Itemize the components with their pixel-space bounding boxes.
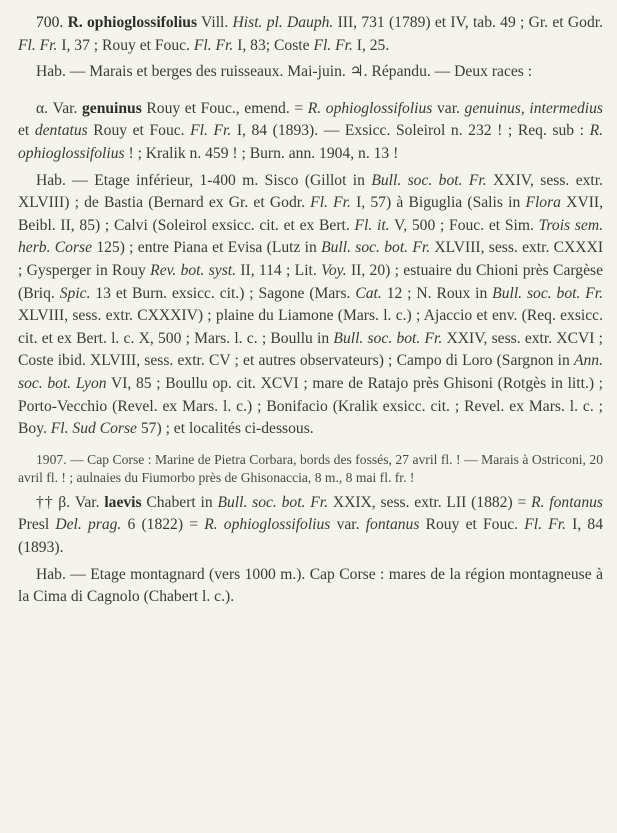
hab-text: 57) ; et localités ci-dessous. — [136, 420, 314, 438]
species-ref-title: Fl. Fr. — [313, 36, 353, 54]
hab-text: V, 500 ; Fouc. et Sim. — [389, 216, 539, 234]
variety-beta — [18, 492, 603, 560]
variety-text: 6 (1822) = — [121, 516, 205, 534]
hab-ref: Ann. soc. bot. Lyon — [18, 352, 603, 392]
variety-text: var. — [330, 516, 366, 534]
note-1907: 1907. — Cap Corse : Marine de Pietra Corbara, bords des fossés, 27 avril fl. ! — Marais à Ostriconi, 20 avril fl. ! ; aulnaies du Fiumorbo près de Ghisonaccia, 8 m., 8 mai fl. fr. ! — [18, 451, 603, 486]
variety-text: I, 84 (1893). — Exsicc. Soleirol n. 232 ! ; Req. sub : — [231, 122, 590, 140]
variety-synonym: R. ophioglossifolius — [307, 99, 433, 117]
species-ref-title: Fl. Fr. — [18, 36, 58, 54]
hab-ref: Rev. bot. syst. — [150, 261, 237, 279]
variety-synonym: R. ophioglossifolius — [204, 516, 331, 534]
hab-ref: Trois sem. herb. Corse — [18, 216, 603, 257]
hab-ref: Voy. — [321, 261, 347, 279]
hab-text: Hab. — Etage inférieur, 1-400 m. Sisco (Gillot in — [36, 171, 372, 189]
hab-text: XLVIII, sess. extr. CXXXI ; Gysperger in Rouy — [18, 239, 604, 279]
variety-text: ! ; Kralik n. 459 ! ; Burn. ann. 1904, n. 13 ! — [124, 144, 399, 162]
variety-synonym: R. fontanus — [531, 493, 604, 511]
hab-text: XLVIII, sess. extr. CXXXIV) ; plaine du Liamone (Mars. l. c.) ; Ajaccio et env. (Req. exsicc. cit. et ex Bert. l. c. X, 500 ; Mars. l. c. ; Boullu in — [18, 307, 603, 347]
hab-ref: Fl. Sud Corse — [50, 420, 137, 438]
hab-text: VI, 85 ; Boullu op. cit. XCVI ; mare de Ratajo près Ghisoni (Rotgès in litt.) ; Porto-Vecchio (Revel. ex Mars. l. c.) ; Bonifacio (Kralik exsicc. cit. ; Revel. ex Mars. l. c. ; Boy. — [18, 374, 604, 438]
habitat-alpha — [18, 170, 603, 441]
variety-label: α. Var. — [36, 99, 82, 117]
hab-ref: Fl. Fr. — [310, 194, 351, 212]
hab-text: 125) ; entre Piana et Evisa (Lutz in — [92, 239, 322, 257]
variety-ref-title: Del. prag. — [55, 516, 122, 534]
species-entry — [18, 12, 603, 57]
variety-text: Rouy et Fouc., emend. = — [141, 99, 308, 117]
hab-text: XVII, Beibl. II, 85) ; Calvi (Soleirol exsicc. cit. et ex Bert. — [18, 194, 603, 234]
variety-synonym: dentatus — [34, 122, 88, 140]
hab-ref: Spic. — [59, 284, 91, 302]
hab-text: XXIV, sess. extr. XLVIII) ; de Bastia (Bernard ex Gr. et Godr. — [18, 171, 603, 212]
variety-alpha — [18, 98, 603, 166]
species-ref-text: III, 731 (1789) et IV, tab. 49 ; Gr. et Godr. — [333, 14, 603, 31]
species-ref-text: I, 25. — [352, 36, 390, 54]
species-name: R. ophioglossifolius — [67, 14, 198, 31]
hab-ref: Flora — [525, 194, 561, 212]
hab-ref: Cat. — [355, 284, 382, 302]
hab-ref: Fl. it. — [354, 216, 390, 234]
species-author: Vill. — [197, 14, 233, 31]
hab-text: II, 114 ; Lit. — [236, 261, 322, 279]
habitat-paragraph: Hab. — Marais et berges des ruisseaux. Mai-juin. ♃. Répandu. — Deux races : — [36, 63, 533, 81]
variety-synonym: R. ophioglossifolius — [18, 122, 604, 162]
species-ref-title: Hist. pl. Dauph. — [232, 14, 334, 31]
hab-text: 12 ; N. Roux in — [381, 284, 493, 302]
variety-ref-title: Fl. Fr. — [524, 516, 566, 534]
species-number: 700. — [36, 14, 64, 31]
variety-text: Rouy et Fouc. — [87, 122, 191, 140]
variety-name: laevis — [104, 493, 142, 511]
variety-text: Rouy et Fouc. — [419, 516, 525, 534]
variety-ref-title: Fl. Fr. — [190, 122, 232, 140]
hab-ref: Bull. soc. bot. Fr. — [371, 171, 487, 189]
habitat-beta: Hab. — Etage montagnard (vers 1000 m.). Cap Corse : mares de la région montagneuse à la Cima di Cagnolo (Chabert l. c.). — [18, 565, 603, 606]
hab-ref: Bull. soc. bot. Fr. — [333, 329, 443, 347]
hab-text: 13 et Burn. exsicc. cit.) ; Sagone (Mars. — [90, 284, 356, 302]
species-ref-text: I, 37 ; Rouy et Fouc. — [57, 36, 194, 54]
variety-text: I, 84 (1893). — [18, 516, 604, 557]
variety-text: XXIX, sess. extr. LII (1882) = — [328, 493, 532, 511]
variety-synonym: genuinus, intermedius — [464, 99, 603, 117]
variety-text: Chabert in — [141, 493, 218, 511]
variety-label: †† β. Var. — [36, 493, 105, 511]
species-ref-text: I, 83; Coste — [233, 36, 314, 54]
variety-synonym: fontanus — [365, 516, 420, 534]
variety-name: genuinus — [81, 99, 142, 117]
variety-ref-title: Bull. soc. bot. Fr. — [217, 493, 329, 511]
hab-text: XXIV, sess. extr. XCVI ; Coste ibid. XLVIII, sess. extr. CV ; et autres observateurs) ; Campo di Loro (Sargnon in — [18, 329, 604, 370]
hab-text: II, 20) ; estuaire du Chioni près Cargèse (Briq. — [18, 261, 603, 302]
variety-text: et — [18, 122, 35, 140]
hab-ref: Bull. soc. bot. Fr. — [321, 239, 431, 257]
species-ref-title: Fl. Fr. — [193, 36, 234, 54]
hab-ref: Bull. soc. bot. Fr. — [492, 284, 604, 302]
variety-text: Presl — [18, 516, 56, 534]
variety-text: var. — [432, 99, 465, 117]
hab-text: I, 57) à Biguglia (Salis in — [350, 194, 526, 212]
